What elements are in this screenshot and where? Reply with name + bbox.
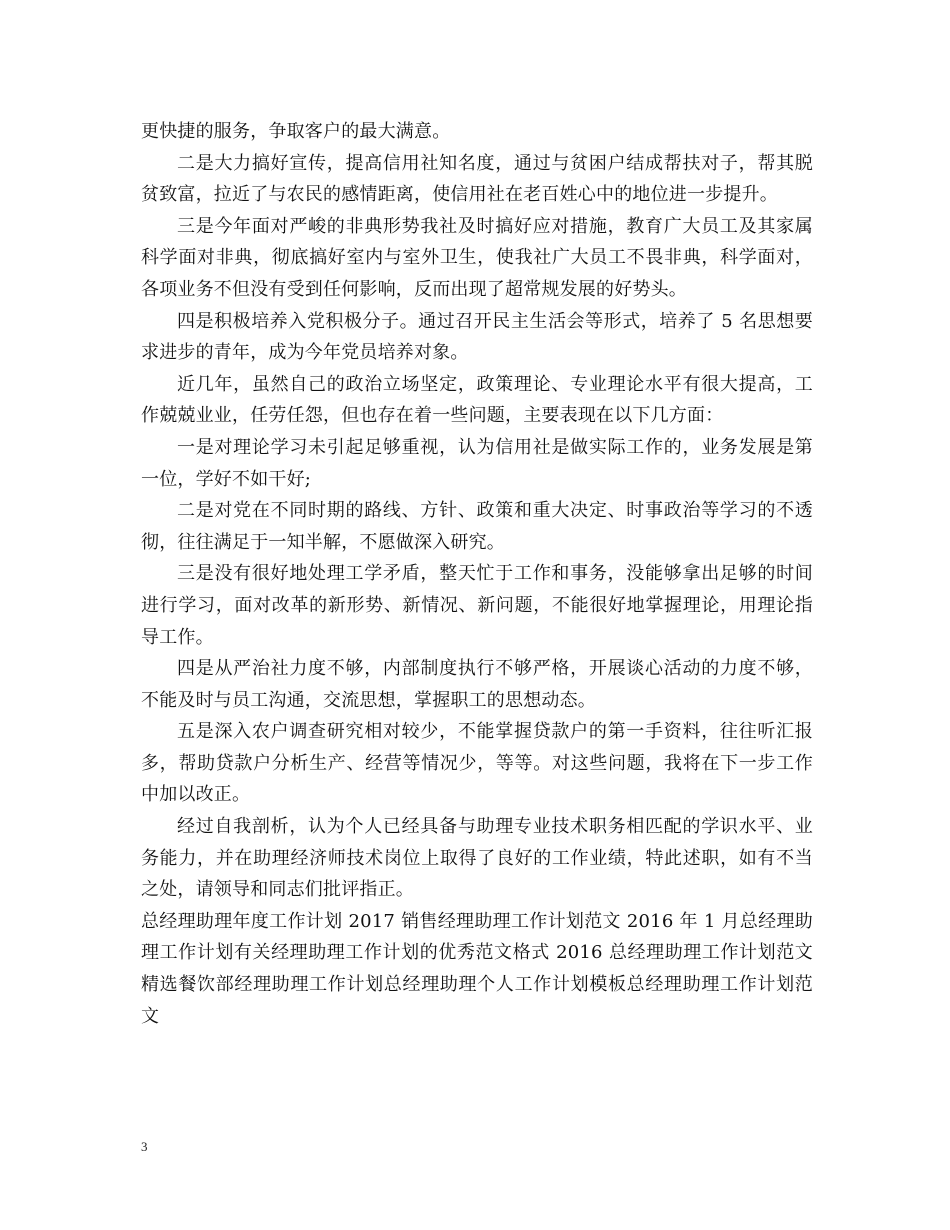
related-links-paragraph: 总经理助理年度工作计划 2017 销售经理助理工作计划范文 2016 年 1 月总经理助理工作计划有关经理助理工作计划的优秀范文格式 2016 总经理助理工作计划范文精选餐饮部经理助理工作计划总经理助理个人工作计划模板总经理助理工作计划范文 <box>141 910 813 1027</box>
paragraph: 四是积极培养入党积极分子。通过召开民主生活会等形式，培养了 5 名思想要求进步的青年，成为今年党员培养对象。 <box>141 310 813 364</box>
paragraph: 五是深入农户调查研究相对较少，不能掌握贷款户的第一手资料，往往听汇报多，帮助贷款户分析生产、经营等情况少，等等。对这些问题，我将在下一步工作中加以改正。 <box>141 721 813 806</box>
page-number: 3 <box>141 1139 148 1154</box>
paragraph: 近几年，虽然自己的政治立场坚定，政策理论、专业理论水平有很大提高，工作兢兢业业，任劳任怨，但也存在着一些问题，主要表现在以下几方面： <box>141 373 813 427</box>
paragraph: 经过自我剖析，认为个人已经具备与助理专业技术职务相匹配的学识水平、业务能力，并在助理经济师技术岗位上取得了良好的工作业绩，特此述职，如有不当之处，请领导和同志们批评指正。 <box>141 816 813 901</box>
paragraph: 四是从严治社力度不够，内部制度执行不够严格，开展谈心活动的力度不够，不能及时与员工沟通，交流思想，掌握职工的思想动态。 <box>141 658 813 711</box>
paragraph: 一是对理论学习未引起足够重视，认为信用社是做实际工作的，业务发展是第一位，学好不如干好; <box>141 436 813 490</box>
paragraph: 三是今年面对严峻的非典形势我社及时搞好应对措施，教育广大员工及其家属科学面对非典，彻底搞好室内与室外卫生，使我社广大员工不畏非典，科学面对，各项业务不但没有受到任何影响，反而出现了超常规发展的好势头。 <box>141 215 813 300</box>
paragraph: 更快捷的服务，争取客户的最大满意。 <box>141 121 451 142</box>
document-body <box>141 116 813 1032</box>
paragraph: 二是对党在不同时期的路线、方针、政策和重大决定、时事政治等学习的不透彻，往往满足于一知半解，不愿做深入研究。 <box>141 500 813 553</box>
paragraph: 三是没有很好地处理工学矛盾，整天忙于工作和事务，没能够拿出足够的时间进行学习，面对改革的新形势、新情况、新问题，不能很好地掌握理论，用理论指导工作。 <box>141 563 813 648</box>
paragraph: 二是大力搞好宣传，提高信用社知名度，通过与贫困户结成帮扶对子，帮其脱贫致富，拉近了与农民的感情距离，使信用社在老百姓心中的地位进一步提升。 <box>141 152 813 206</box>
